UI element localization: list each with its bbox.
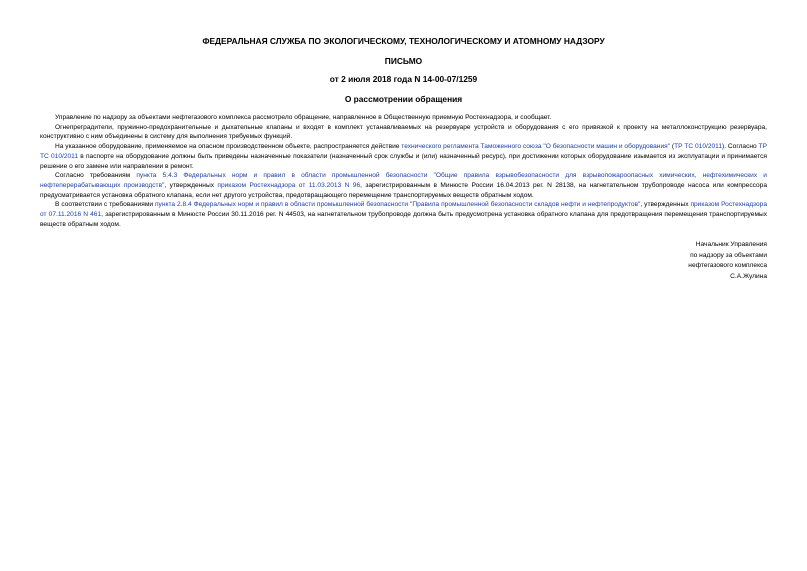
link-order-96[interactable]: приказом Ростехнадзора от 11.03.2013 N 96: [217, 181, 361, 189]
paragraph-2: [40, 123, 767, 142]
signature-line-3: нефтегазового комплекса: [688, 262, 767, 269]
paragraph-1-text: Управление по надзору за объектами нефтегазового комплекса рассмотрело обращение, направленное в Общественную приемную Ростехнадзора, и сообщает.: [55, 114, 552, 121]
paragraph-3-text-4: в паспорте на оборудование должны быть приведены назначенные показатели (назначенный срок службы и (или) назначенный ресурс), при достижении которых оборудование изымается из эксплуатации и принимается решение о его замене или направлении в ремонт.: [40, 152, 767, 170]
link-clause-5-4-3[interactable]: пункта 5.4.3 Федеральных норм и правил в области промышленной безопасности "Общие правила взрывобезопасности для взрывопожароопасных химических, нефтехимических и нефтеперерабатывающих производств": [40, 172, 767, 189]
paragraph-4-text-1: Согласно требованиям: [55, 172, 137, 180]
signature-line-1: Начальник Управления: [695, 241, 767, 248]
paragraph-5-text-3: , зарегистрированным в Минюсте России 30.11.2016 рег. N 44503, на нагнетательном трубопроводе должна быть предусмотрена установка обратного клапана для предотвращения перемещения транспортируемых веществ обратным ходом.: [40, 211, 768, 228]
link-tr-ts-010-2011[interactable]: ТР ТС 010/2011: [674, 143, 723, 151]
paragraph-5: [40, 200, 767, 229]
paragraph-5-text-2: , утвержденных: [640, 201, 691, 209]
signatory-name: С.А.Жулина: [730, 272, 767, 280]
link-tr-ts-010-2011-second[interactable]: ТР ТС 010/2011: [40, 143, 767, 160]
document-type-heading: ПИСЬМО: [384, 56, 423, 66]
link-order-461[interactable]: приказом Ростехнадзора от 07.11.2016 N 461: [40, 201, 768, 219]
link-clause-2-8-4[interactable]: пункта 2.8.4 Федеральных норм и правил в области промышленной безопасности "Правила промышленной безопасности складов нефти и нефтепродуктов": [154, 201, 641, 209]
subject-heading: О рассмотрении обращения: [344, 94, 463, 104]
paragraph-3-text-3: ). Согласно: [722, 143, 759, 151]
paragraph-3-text-2: (: [670, 143, 675, 151]
link-customs-union-regulation[interactable]: технического регламента Таможенного союза "О безопасности машин и оборудования": [401, 143, 671, 151]
paragraph-3: [40, 142, 767, 171]
paragraph-3-text-1: На указанное оборудование, применяемое на опасном производственном объекте, распространяется действие: [55, 143, 402, 151]
date-number-heading: от 2 июля 2018 года N 14-00-07/1259: [329, 74, 478, 84]
paragraph-2-text: Огнепреградители, пружинно-предохранительные и дыхательные клапаны и входят в комплект устанавливаемых на резервуаре устройств и оборудования с его привязкой к проекту на металлоконструкцию резервуара, конструктивно с ним объединены в систему для выполнения требуемых функций.: [40, 123, 767, 141]
signature-block: [688, 240, 767, 282]
agency-heading: ФЕДЕРАЛЬНАЯ СЛУЖБА ПО ЭКОЛОГИЧЕСКОМУ, ТЕХНОЛОГИЧЕСКОМУ И АТОМНОМУ НАДЗОРУ: [202, 36, 605, 46]
paragraph-5-text-1: В соответствии с требованиями: [55, 201, 155, 209]
paragraph-4-text-3: , зарегистрированным в Минюсте России 16.04.2013 рег. N 28138, на нагнетательном трубопроводе насоса или компрессора предусматривается установка обратного клапана, если нет другого устройства, предотвращающего перемещение транспортируемых веществ обратным ходом.: [40, 181, 767, 199]
paragraph-4: [40, 171, 767, 200]
paragraph-1: [40, 113, 767, 123]
signature-line-2: по надзору за объектами: [690, 251, 767, 259]
letter-body: [40, 113, 767, 229]
paragraph-4-text-2: , утвержденных: [164, 181, 218, 189]
